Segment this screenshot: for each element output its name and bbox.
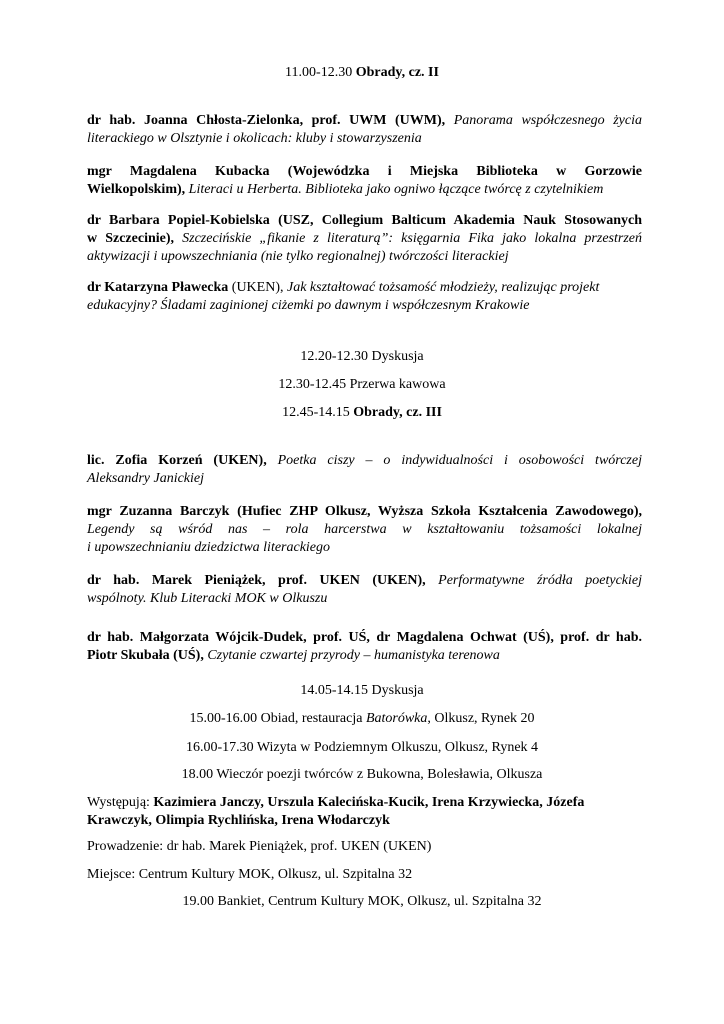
session-2-time: 11.00-12.30 [285,65,356,80]
entry-author: lic. Zofia Korzeń (UKEN), [87,453,267,468]
session-3-title: Obrady, cz. III [353,405,442,420]
entry-author: mgr Magdalena Kubacka (Wojewódzka i Miejska Biblioteka w Gorzowie [87,164,642,179]
entry-title-cont: aktywizacji i upowszechniania (nie tylko regionalnej) twórczości literackiej [87,249,509,264]
entry-title: Legendy są wśród nas – rola harcerstwa w kształtowaniu tożsamości lokalnej [87,522,642,537]
entry-title: Literaci u Herberta. Biblioteka jako ogniwo łączące twórcę z czytelnikiem [185,182,604,197]
discussion-2: 14.05-14.15 Dyskusja [300,683,424,698]
poetry-evening: 18.00 Wieczór poezji twórców z Bukowna, Bolesławia, Olkusza [181,767,543,782]
lunch-place: Batorówka [365,711,428,726]
entry-affiliation: (UKEN), [228,280,284,295]
entry-title: Jak kształtować tożsamość młodzieży, realizując projekt [283,280,600,295]
performers [87,794,647,830]
entry-title-cont: edukacyjny? Śladami zaginionej ciżemki po dawnym i współczesnym Krakowie [87,298,530,313]
coffee-break: 12.30-12.45 Przerwa kawowa [278,377,446,392]
performers-names-cont: Krawczyk, Olimpia Rychlińska, Irena Włodarczyk [87,813,390,828]
host: Prowadzenie: dr hab. Marek Pieniążek, prof. UKEN (UKEN) [87,839,432,854]
lunch-time: 15.00-16.00 Obiad, restauracja [189,711,366,726]
entry-kubacka [87,163,642,199]
entry-author-cont: w Szczecinie), [87,231,175,246]
lunch [0,710,724,728]
entry-author: mgr Zuzanna Barczyk (Hufiec ZHP Olkusz, Wyższa Szkoła Kształcenia Zawodowego), [87,504,642,519]
performers-label: Występują: [87,795,154,810]
entry-author-cont: Wielkopolskim), [87,182,186,197]
entry-title: Performatywne źródła poetyckiej [425,573,643,588]
entry-title: Szczecińskie „fikanie z literaturą”: księgarnia Fika jako lokalna przestrzeń [174,231,642,246]
entry-plawecka [87,279,642,315]
session-3-time: 12.45-14.15 [282,405,354,420]
lunch-address: , Olkusz, Rynek 20 [427,711,535,726]
discussion-1: 12.20-12.30 Dyskusja [300,349,424,364]
entry-title: Czytanie czwartej przyrody – humanistyka terenowa [203,648,500,663]
entry-author: dr hab. Joanna Chłosta-Zielonka, prof. UWM (UWM), [87,113,446,128]
entry-author: dr hab. Marek Pieniążek, prof. UKEN (UKEN), [87,573,426,588]
entry-title: Poetka ciszy – o indywidualności i osobowości twórczej [266,453,642,468]
entry-author: dr hab. Małgorzata Wójcik-Dudek, prof. UŚ, dr Magdalena Ochwat (UŚ), prof. dr hab. [87,630,642,645]
entry-chlosta [87,112,642,148]
entry-title-cont: i upowszechnianiu dziedzictwa literackiego [87,540,331,555]
entry-title: Panorama współczesnego życia [445,113,642,128]
entry-barczyk [87,503,642,557]
underground-visit: 16.00-17.30 Wizyta w Podziemnym Olkuszu, Olkusz, Rynek 4 [185,740,539,755]
session-3-heading [0,404,724,422]
entry-title-cont: literackiego w Olsztynie i okolicach: kluby i stowarzyszenia [87,131,422,146]
entry-pieniazek [87,572,642,608]
venue: Miejsce: Centrum Kultury MOK, Olkusz, ul. Szpitalna 32 [87,867,413,882]
entry-author-cont: Piotr Skubała (UŚ), [87,648,204,663]
entry-author: dr Katarzyna Pławecka [87,280,229,295]
performers-names: Kazimiera Janczy, Urszula Kalecińska-Kucik, Irena Krzywiecka, Józefa [153,795,585,810]
entry-popiel [87,212,642,266]
entry-author: dr Barbara Popiel-Kobielska (USZ, Collegium Balticum Akademia Nauk Stosowanych [87,213,642,228]
session-2-heading [0,64,724,82]
entry-title-cont: wspólnoty. Klub Literacki MOK w Olkuszu [87,591,328,606]
session-2-title: Obrady, cz. II [355,65,439,80]
banquet: 19.00 Bankiet, Centrum Kultury MOK, Olkusz, ul. Szpitalna 32 [182,894,542,909]
entry-korzen [87,452,642,488]
entry-title-cont: Aleksandry Janickiej [87,471,205,486]
entry-wojcik-dudek [87,629,642,665]
